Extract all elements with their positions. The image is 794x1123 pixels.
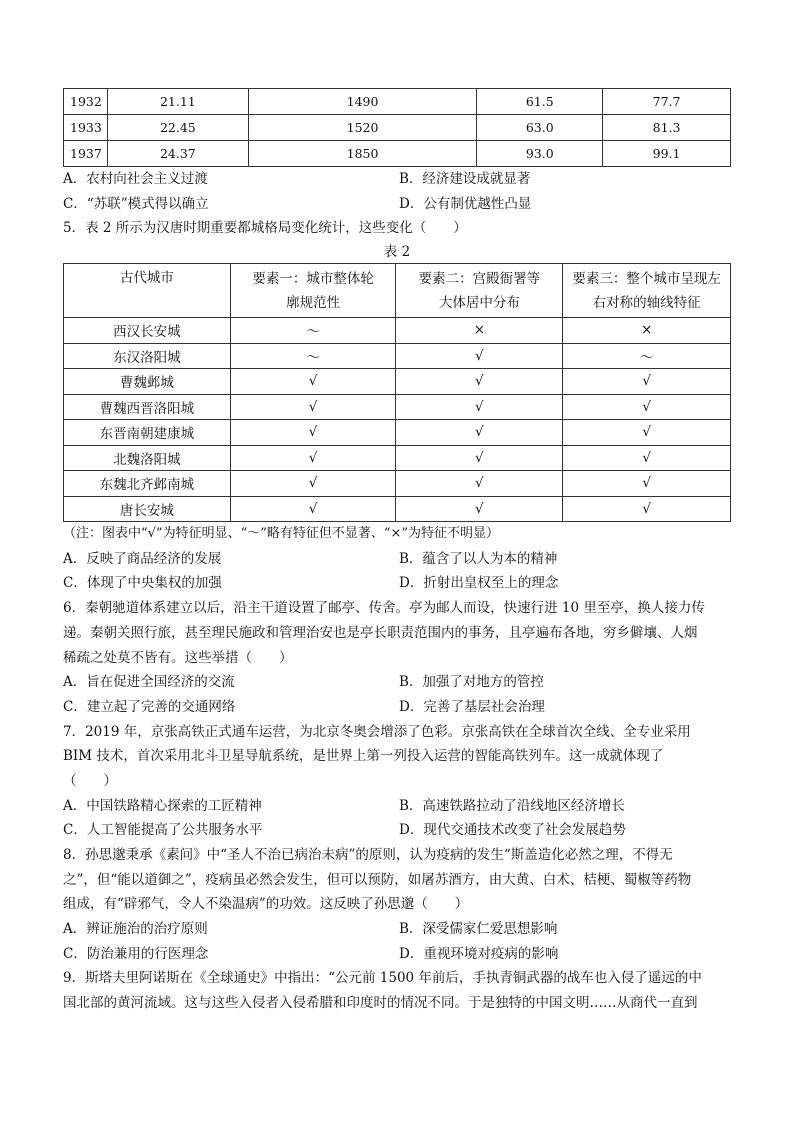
q4-option-b[interactable]: B．经济建设成就显著 xyxy=(399,171,531,187)
q8-option-a[interactable]: A．辨证施治的治疗原则 xyxy=(63,921,208,938)
q7-line-3: （ ） xyxy=(63,772,117,789)
table1-cell: 81.3 xyxy=(603,115,731,141)
feature-mark-cell: √ xyxy=(563,496,731,522)
q6-line-1: 6．秦朝驰道体系建立以后，沿主干道设置了邮亭、传舍。亭为邮人而设，快速行进 10 里至亭，换人接力传 xyxy=(63,600,705,617)
q9-line-2: 国北部的黄河流域。这与这些入侵者入侵希腊和印度时的情况不同。于是独特的中国文明……从商代一直到 xyxy=(63,995,698,1012)
q5-option-d[interactable]: D．折射出皇权至上的理念 xyxy=(399,575,559,592)
city-name-cell: 东汉洛阳城 xyxy=(64,343,231,369)
table2-row xyxy=(64,420,731,446)
q8-options-row2 xyxy=(63,942,731,967)
feature-mark-cell: √ xyxy=(396,394,563,420)
table2-row xyxy=(64,445,731,471)
feature-mark-cell: × xyxy=(563,318,731,344)
capital-layout-table xyxy=(63,263,731,522)
city-name-cell: 唐长安城 xyxy=(64,496,231,522)
q6-option-d[interactable]: D．完善了基层社会治理 xyxy=(399,698,545,715)
q4-option-a[interactable]: A．农村向社会主义过渡 xyxy=(63,171,208,187)
q6-options-row2 xyxy=(63,695,731,720)
feature-mark-cell: × xyxy=(396,318,563,344)
feature-mark-cell: √ xyxy=(563,445,731,471)
q7-line-2: BIM 技术，首次采用北斗卫星导航系统，是世界上第一列投入运营的智能高铁列车。这一成就体现了 xyxy=(63,748,664,765)
table1-cell: 1520 xyxy=(248,115,477,141)
city-name-cell: 曹魏西晋洛阳城 xyxy=(64,394,231,420)
q8-option-b[interactable]: B．深受儒家仁爱思想影响 xyxy=(399,921,558,938)
q8-line-2: 之”，但“能以道御之”，疫病虽必然会发生，但可以预防，如屠苏酒方，由大黄、白术、桔梗、蜀椒等药物 xyxy=(63,871,692,888)
feature-mark-cell: √ xyxy=(230,445,396,471)
q7-option-d[interactable]: D．现代交通技术改变了社会发展趋势 xyxy=(399,822,626,839)
table2-row xyxy=(64,343,731,369)
table1-row xyxy=(64,115,731,141)
q7-option-c[interactable]: C．人工智能提高了公共服务水平 xyxy=(63,822,263,839)
q7-options-row2 xyxy=(63,818,731,843)
feature-mark-cell: ～ xyxy=(230,318,396,344)
feature-mark-cell: √ xyxy=(563,471,731,497)
q5-stem: 5．表 2 所示为汉唐时期重要都城格局变化统计，这些变化（ ） xyxy=(63,220,467,237)
q4-option-d[interactable]: D．公有制优越性凸显 xyxy=(399,195,532,212)
header-element-2: 要素二：宫殿衙署等大体居中分布 xyxy=(396,264,563,318)
city-name-cell: 北魏洛阳城 xyxy=(64,445,231,471)
q8-line-3: 组成，有“辟邪气，令人不染温病”的功效。这反映了孙思邈（ ） xyxy=(63,896,469,913)
feature-mark-cell: ～ xyxy=(563,343,731,369)
table1-row xyxy=(64,89,731,115)
table1-cell: 77.7 xyxy=(603,89,731,115)
table1-cell: 21.11 xyxy=(107,89,248,115)
table2-row xyxy=(64,318,731,344)
feature-mark-cell: √ xyxy=(563,369,731,395)
q6-option-a[interactable]: A．旨在促进全国经济的交流 xyxy=(63,674,235,691)
q6-option-b[interactable]: B．加强了对地方的管控 xyxy=(399,674,544,691)
q9-line-1: 9．斯塔夫里阿诺斯在《全球通史》中指出：“公元前 1500 年前后，手执青铜武器的战车也入侵了遥远的中 xyxy=(63,970,702,987)
header-element-1: 要素一：城市整体轮廓规范性 xyxy=(230,264,396,318)
feature-mark-cell: √ xyxy=(563,394,731,420)
q8-options-row1 xyxy=(63,917,731,942)
feature-mark-cell: √ xyxy=(396,445,563,471)
table1-cell: 1850 xyxy=(248,141,477,167)
q5-option-b[interactable]: B．蕴含了以人为本的精神 xyxy=(399,550,558,567)
statistics-table-1 xyxy=(63,88,731,167)
q7-options-row1 xyxy=(63,794,731,819)
q6-line-3: 稀疏之处莫不皆有。这些举措（ ） xyxy=(63,649,293,666)
exam-page xyxy=(63,88,731,1016)
q8-option-d[interactable]: D．重视环境对疫病的影响 xyxy=(399,945,559,962)
city-name-cell: 西汉长安城 xyxy=(64,318,231,344)
table1-cell: 1490 xyxy=(248,89,477,115)
feature-mark-cell: √ xyxy=(396,420,563,446)
feature-mark-cell: √ xyxy=(396,369,563,395)
table1-cell: 24.37 xyxy=(107,141,248,167)
table1-cell: 61.5 xyxy=(477,89,603,115)
feature-mark-cell: √ xyxy=(230,394,396,420)
q6-options-row1 xyxy=(63,670,731,695)
table2-row xyxy=(64,369,731,395)
q6-line-2: 递。秦朝关照行旅，甚至理民施政和管理治安也是亭长职责范围内的事务，且亭遍布各地，穷乡僻壤、人烟 xyxy=(63,624,698,641)
q5-options-row1 xyxy=(63,547,731,572)
table1-cell: 99.1 xyxy=(603,141,731,167)
header-city: 古代城市 xyxy=(64,264,231,318)
q8-line-1: 8．孙思邈秉承《素问》中“圣人不治已病治未病”的原则，认为疫病的发生“斯盖造化必然之理，不得无 xyxy=(63,847,673,863)
table1-cell: 93.0 xyxy=(477,141,603,167)
table-2-title: 表 2 xyxy=(383,244,411,261)
table2-row xyxy=(64,394,731,420)
q4-options-row1 xyxy=(63,167,731,192)
q5-option-a[interactable]: A．反映了商品经济的发展 xyxy=(63,550,222,567)
feature-mark-cell: √ xyxy=(230,420,396,446)
feature-mark-cell: √ xyxy=(563,420,731,446)
feature-mark-cell: ～ xyxy=(230,343,396,369)
city-name-cell: 东魏北齐邺南城 xyxy=(64,471,231,497)
feature-mark-cell: √ xyxy=(396,343,563,369)
city-name-cell: 东晋南朝建康城 xyxy=(64,420,231,446)
table1-row xyxy=(64,141,731,167)
header-element-3: 要素三：整个城市呈现左右对称的轴线特征 xyxy=(563,264,731,318)
table2-row xyxy=(64,471,731,497)
q5-option-c[interactable]: C．体现了中央集权的加强 xyxy=(63,575,222,592)
feature-mark-cell: √ xyxy=(230,496,396,522)
table2-row xyxy=(64,496,731,522)
table-2-note: （注：图表中“√”为特征明显、“～”略有特征但不显著、“×”为特征不明显） xyxy=(63,526,500,542)
feature-mark-cell: √ xyxy=(396,471,563,497)
q5-options-row2 xyxy=(63,571,731,596)
q7-line-1: 7．2019 年，京张高铁正式通车运营，为北京冬奥会增添了色彩。京张高铁在全球首次全线、全专业采用 xyxy=(63,723,691,740)
q7-option-a[interactable]: A．中国铁路精心探索的工匠精神 xyxy=(63,797,262,814)
q4-option-c[interactable]: C．“苏联”模式得以确立 xyxy=(63,195,209,212)
q7-option-b[interactable]: B．高速铁路拉动了沿线地区经济增长 xyxy=(399,797,625,814)
table1-cell: 1937 xyxy=(64,141,108,167)
table1-cell: 63.0 xyxy=(477,115,603,141)
table1-cell: 1933 xyxy=(64,115,108,141)
feature-mark-cell: √ xyxy=(230,369,396,395)
city-name-cell: 曹魏邺城 xyxy=(64,369,231,395)
feature-mark-cell: √ xyxy=(230,471,396,497)
table1-cell: 22.45 xyxy=(107,115,248,141)
q6-option-c[interactable]: C．建立起了完善的交通网络 xyxy=(63,698,236,715)
feature-mark-cell: √ xyxy=(396,496,563,522)
table1-cell: 1932 xyxy=(64,89,108,115)
q4-options-row2 xyxy=(63,192,731,217)
q8-option-c[interactable]: C．防治兼用的行医理念 xyxy=(63,945,209,962)
